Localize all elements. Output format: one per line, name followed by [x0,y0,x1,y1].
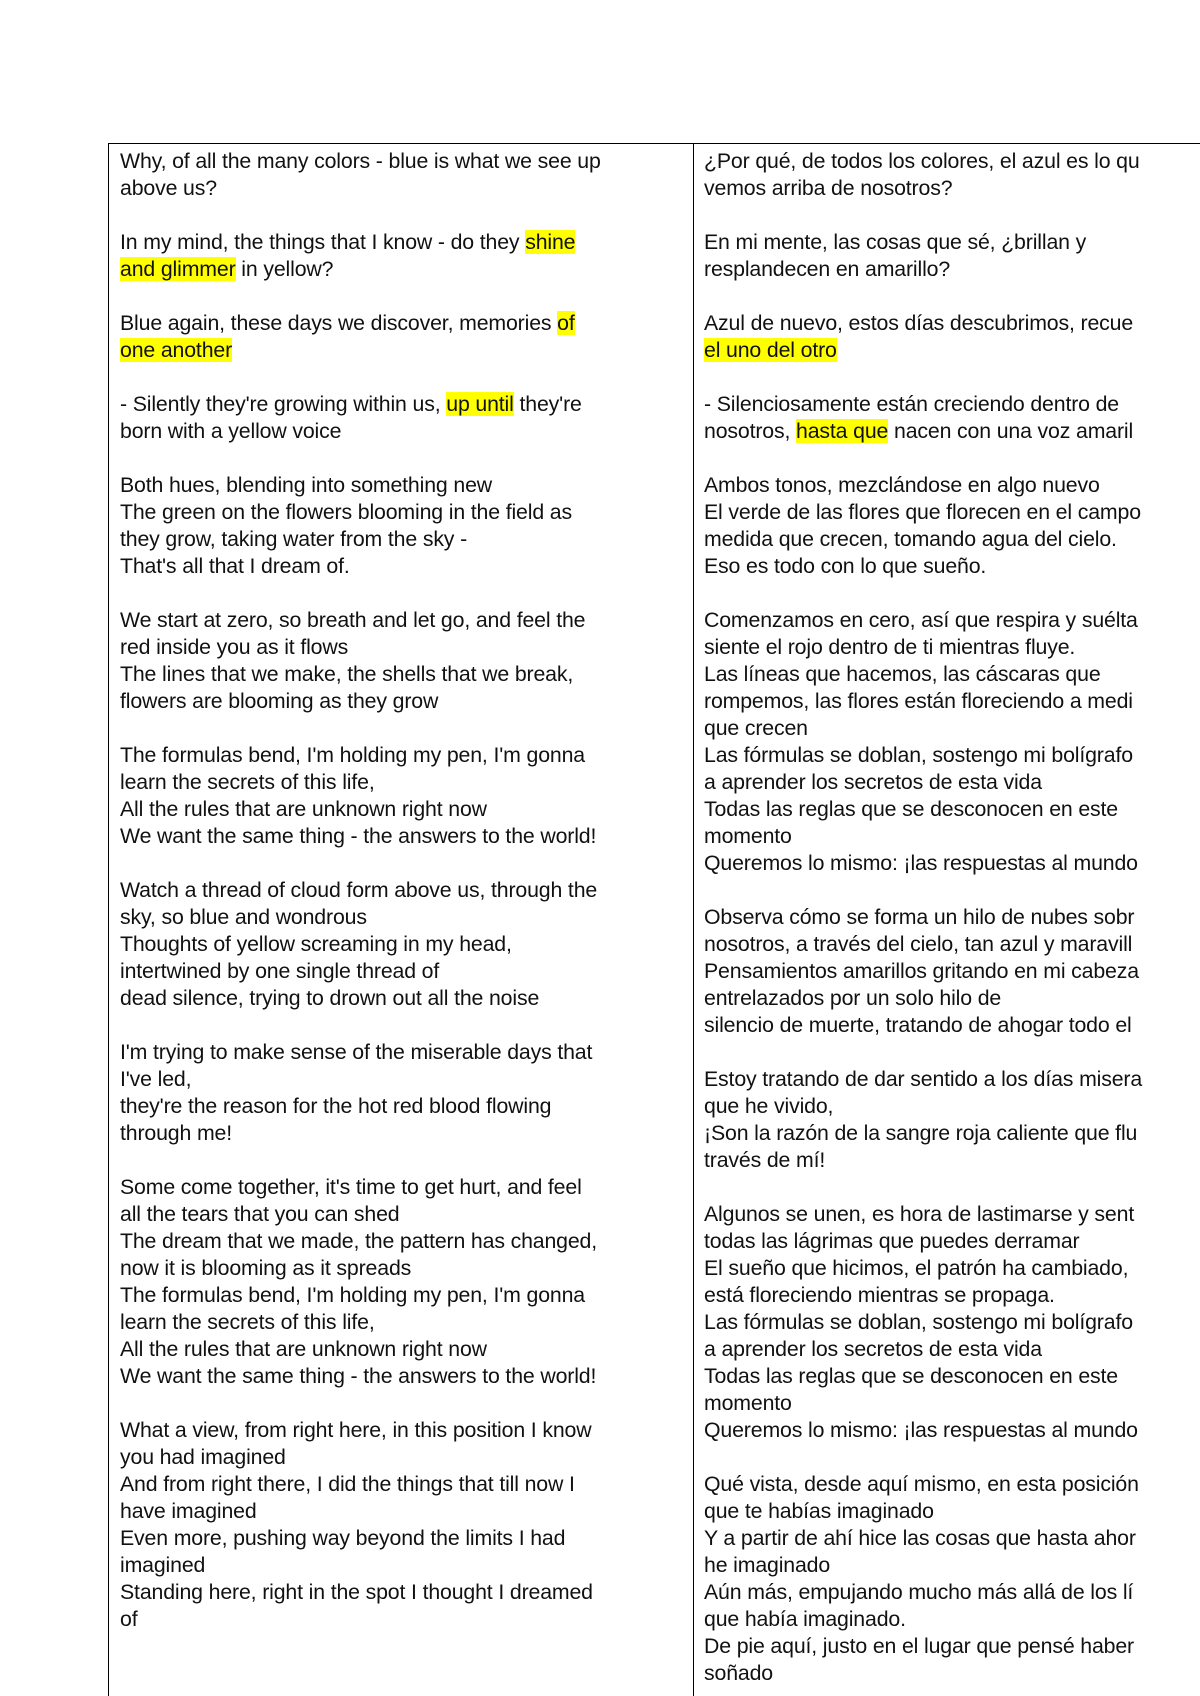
english-lyric-line [120,1579,683,1606]
highlighted-text: up until [446,392,514,416]
spanish-lyric-line [704,553,1200,580]
spanish-lyric-line [704,526,1200,553]
spanish-lyric-line [704,823,1200,850]
spanish-lyric-line [704,256,1200,283]
lyric-text: The formulas bend, I'm holding my pen, I'm gonna [120,743,585,767]
english-lyric-line [120,337,683,364]
spanish-stanza [704,148,1200,202]
spanish-lyric-line [704,607,1200,634]
english-lyric-line [120,526,683,553]
lyric-text: Ambos tonos, mezclándose en algo nuevo [704,473,1100,497]
lyric-text: Algunos se unen, es hora de lastimarse y sent [704,1202,1135,1226]
english-lyric-line [120,742,683,769]
highlighted-text: and glimmer [120,257,236,281]
lyric-text: a aprender los secretos de esta vida [704,770,1042,794]
spanish-lyric-line [704,1525,1200,1552]
english-stanza [120,310,683,364]
english-lyric-line [120,1336,683,1363]
english-lyric-line [120,1417,683,1444]
lyric-text: soñado [704,1661,773,1685]
spanish-stanza [704,1066,1200,1174]
english-stanza [120,877,683,1012]
lyric-text: que te habías imaginado [704,1499,934,1523]
lyric-text: Y a partir de ahí hice las cosas que hasta ahor [704,1526,1136,1550]
lyric-text: ¡Son la razón de la sangre roja caliente que flu [704,1121,1138,1145]
lyric-text: The dream that we made, the pattern has changed, [120,1229,598,1253]
lyric-text: above us? [120,176,217,200]
lyric-text: imagined [120,1553,206,1577]
spanish-lyric-line [704,472,1200,499]
spanish-lyric-line [704,1417,1200,1444]
lyrics-translation-table [108,143,1200,1696]
spanish-stanza [704,229,1200,283]
lyric-text: que crecen [704,716,808,740]
english-stanza [120,229,683,283]
lyric-text: they're [513,392,582,416]
lyric-text: he imaginado [704,1553,831,1577]
english-column [109,144,694,1696]
spanish-stanza [704,1471,1200,1687]
spanish-lyric-line [704,958,1200,985]
spanish-lyric-line [704,391,1200,418]
english-lyric-line [120,1606,683,1633]
lyric-text: have imagined [120,1499,257,1523]
lyric-text: they grow, taking water from the sky - [120,527,468,551]
lyric-text: nosotros, a través del cielo, tan azul y maravill [704,932,1133,956]
lyric-text: Todas las reglas que se desconocen en este [704,797,1119,821]
spanish-lyrics [694,144,1200,1687]
lyric-text: entrelazados por un solo hilo de [704,986,1002,1010]
lyric-text: Pensamientos amarillos gritando en mi cabeza [704,959,1139,983]
spanish-lyric-line [704,229,1200,256]
lyric-text: through me! [120,1121,232,1145]
spanish-lyric-line [704,985,1200,1012]
spanish-lyric-line [704,175,1200,202]
lyric-text: rompemos, las flores están floreciendo a medi [704,689,1133,713]
lyric-text: Las fórmulas se doblan, sostengo mi bolígrafo [704,1310,1133,1334]
spanish-lyric-line [704,742,1200,769]
english-lyric-line [120,877,683,904]
english-lyric-line [120,1309,683,1336]
spanish-stanza [704,607,1200,877]
spanish-lyric-line [704,634,1200,661]
english-lyric-line [120,418,683,445]
lyric-text: all the tears that you can shed [120,1202,400,1226]
lyric-text: a aprender los secretos de esta vida [704,1337,1042,1361]
english-lyric-line [120,931,683,958]
spanish-lyric-line [704,1093,1200,1120]
lyric-text: We want the same thing - the answers to the world! [120,1364,597,1388]
english-lyric-line [120,1093,683,1120]
english-lyric-line [120,148,683,175]
spanish-lyric-line [704,1552,1200,1579]
lyric-text: The lines that we make, the shells that we break, [120,662,574,686]
lyric-text: Todas las reglas que se desconocen en este [704,1364,1119,1388]
spanish-lyric-line [704,769,1200,796]
lyric-text: - Silenciosamente están creciendo dentro de [704,392,1120,416]
english-lyric-line [120,1120,683,1147]
lyric-text: nacen con una voz amaril [888,419,1134,443]
highlighted-text: of [557,311,575,335]
lyric-text: That's all that I dream of. [120,554,350,578]
lyric-text: in yellow? [235,257,334,281]
lyric-text: Aún más, empujando mucho más allá de los lí [704,1580,1134,1604]
english-lyric-line [120,688,683,715]
english-stanza [120,607,683,715]
english-lyric-line [120,1066,683,1093]
english-lyric-line [120,229,683,256]
english-lyric-line [120,823,683,850]
lyric-text: In my mind, the things that I know - do they [120,230,526,254]
lyric-text: I've led, [120,1067,192,1091]
lyric-text: Comenzamos en cero, así que respira y suélta [704,608,1138,632]
lyric-text: momento [704,824,792,848]
lyric-text: Queremos lo mismo: ¡las respuestas al mundo [704,1418,1138,1442]
english-stanza [120,742,683,850]
spanish-lyric-line [704,148,1200,175]
lyric-text: través de mí! [704,1148,826,1172]
lyric-text: - Silently they're growing within us, [120,392,447,416]
lyric-text: siente el rojo dentro de ti mientras fluye. [704,635,1076,659]
highlighted-text: hasta que [796,419,889,443]
english-lyric-line [120,661,683,688]
highlighted-text: el uno del otro [704,338,837,362]
lyric-text: Azul de nuevo, estos días descubrimos, recue [704,311,1134,335]
english-stanza [120,391,683,445]
spanish-lyric-line [704,1228,1200,1255]
lyric-text: nosotros, [704,419,797,443]
spanish-lyric-line [704,1120,1200,1147]
lyric-text: intertwined by one single thread of [120,959,440,983]
spanish-stanza [704,472,1200,580]
english-lyric-line [120,1498,683,1525]
spanish-lyric-line [704,1660,1200,1687]
lyric-text: El sueño que hicimos, el patrón ha cambiado, [704,1256,1129,1280]
lyric-text: Watch a thread of cloud form above us, through the [120,878,598,902]
lyric-text: Las líneas que hacemos, las cáscaras que [704,662,1101,686]
lyric-text: We start at zero, so breath and let go, and feel the [120,608,586,632]
english-lyric-line [120,904,683,931]
spanish-lyric-line [704,1498,1200,1525]
english-lyric-line [120,1444,683,1471]
spanish-lyric-line [704,661,1200,688]
lyric-text: que había imaginado. [704,1607,906,1631]
lyric-text: Estoy tratando de dar sentido a los días misera [704,1067,1143,1091]
highlighted-text: one another [120,338,233,362]
lyric-text: And from right there, I did the things that till now I [120,1472,575,1496]
spanish-stanza [704,904,1200,1039]
spanish-lyric-line [704,1390,1200,1417]
english-lyric-line [120,1255,683,1282]
spanish-lyric-line [704,850,1200,877]
lyric-text: Queremos lo mismo: ¡las respuestas al mundo [704,851,1138,875]
lyric-text: Observa cómo se forma un hilo de nubes sobr [704,905,1135,929]
lyric-text: of [120,1607,138,1631]
english-lyric-line [120,1039,683,1066]
lyric-text: Standing here, right in the spot I thought I dreamed [120,1580,593,1604]
english-lyric-line [120,1471,683,1498]
spanish-stanza [704,1201,1200,1444]
spanish-lyric-line [704,1066,1200,1093]
english-stanza [120,1174,683,1390]
spanish-lyric-line [704,1633,1200,1660]
english-lyric-line [120,1282,683,1309]
lyric-text: Las fórmulas se doblan, sostengo mi bolígrafo [704,743,1133,767]
lyric-text: We want the same thing - the answers to the world! [120,824,597,848]
lyric-text: flowers are blooming as they grow [120,689,439,713]
english-lyric-line [120,1363,683,1390]
spanish-lyric-line [704,1336,1200,1363]
spanish-lyric-line [704,796,1200,823]
spanish-lyric-line [704,1579,1200,1606]
lyric-text: red inside you as it flows [120,635,349,659]
english-lyric-line [120,499,683,526]
lyric-text: vemos arriba de nosotros? [704,176,953,200]
english-stanza [120,1417,683,1633]
lyric-text: Eso es todo con lo que sueño. [704,554,987,578]
english-lyric-line [120,1525,683,1552]
spanish-column [694,144,1200,1696]
lyric-text: born with a yellow voice [120,419,342,443]
english-lyric-line [120,1228,683,1255]
lyric-text: learn the secrets of this life, [120,770,375,794]
lyric-text: todas las lágrimas que puedes derramar [704,1229,1080,1253]
spanish-stanza [704,391,1200,445]
lyric-text: I'm trying to make sense of the miserable days that [120,1040,593,1064]
spanish-lyric-line [704,499,1200,526]
lyric-text: De pie aquí, justo en el lugar que pensé haber [704,1634,1134,1658]
spanish-lyric-line [704,1282,1200,1309]
lyric-text: now it is blooming as it spreads [120,1256,412,1280]
english-lyric-line [120,796,683,823]
lyric-text: All the rules that are unknown right now [120,1337,487,1361]
spanish-lyric-line [704,310,1200,337]
lyric-text: Blue again, these days we discover, memories [120,311,558,335]
lyric-text: Some come together, it's time to get hurt, and feel [120,1175,582,1199]
lyric-text: Both hues, blending into something new [120,473,492,497]
english-lyric-line [120,310,683,337]
highlighted-text: shine [525,230,576,254]
lyric-text: Qué vista, desde aquí mismo, en esta posición [704,1472,1139,1496]
lyric-text: you had imagined [120,1445,286,1469]
english-lyric-line [120,607,683,634]
lyric-text: they're the reason for the hot red blood flowing [120,1094,552,1118]
spanish-lyric-line [704,1201,1200,1228]
english-lyric-line [120,1552,683,1579]
lyric-text: medida que crecen, tomando agua del cielo. [704,527,1117,551]
english-lyric-line [120,958,683,985]
english-lyric-line [120,1174,683,1201]
lyric-text: El verde de las flores que florecen en el campo [704,500,1141,524]
lyric-text: ¿Por qué, de todos los colores, el azul es lo qu [704,149,1140,173]
spanish-lyric-line [704,1606,1200,1633]
english-stanza [120,472,683,580]
spanish-lyric-line [704,904,1200,931]
english-lyric-line [120,553,683,580]
spanish-lyric-line [704,715,1200,742]
lyric-text: está floreciendo mientras se propaga. [704,1283,1055,1307]
english-lyric-line [120,256,683,283]
spanish-lyric-line [704,1255,1200,1282]
english-lyric-line [120,391,683,418]
spanish-stanza [704,310,1200,364]
lyric-text: momento [704,1391,792,1415]
lyric-text: The green on the flowers blooming in the field as [120,500,572,524]
english-lyric-line [120,1201,683,1228]
spanish-lyric-line [704,931,1200,958]
english-lyric-line [120,175,683,202]
spanish-lyric-line [704,418,1200,445]
spanish-lyric-line [704,688,1200,715]
english-lyric-line [120,634,683,661]
lyric-text: What a view, from right here, in this position I know [120,1418,592,1442]
lyric-text: que he vivido, [704,1094,834,1118]
english-lyric-line [120,985,683,1012]
spanish-lyric-line [704,1363,1200,1390]
lyric-text: En mi mente, las cosas que sé, ¿brillan y [704,230,1087,254]
lyric-text: resplandecen en amarillo? [704,257,951,281]
lyric-text: All the rules that are unknown right now [120,797,487,821]
spanish-lyric-line [704,1147,1200,1174]
english-lyric-line [120,472,683,499]
lyric-text: Why, of all the many colors - blue is what we see up [120,149,601,173]
lyric-text: learn the secrets of this life, [120,1310,375,1334]
lyric-text: Thoughts of yellow screaming in my head, [120,932,512,956]
english-stanza [120,148,683,202]
lyric-text: Even more, pushing way beyond the limits I had [120,1526,566,1550]
lyric-text: silencio de muerte, tratando de ahogar todo el [704,1013,1132,1037]
lyric-text: dead silence, trying to drown out all the noise [120,986,540,1010]
lyric-text: The formulas bend, I'm holding my pen, I'm gonna [120,1283,585,1307]
english-lyrics [109,144,693,1633]
spanish-lyric-line [704,1012,1200,1039]
english-stanza [120,1039,683,1147]
spanish-lyric-line [704,337,1200,364]
english-lyric-line [120,769,683,796]
spanish-lyric-line [704,1471,1200,1498]
lyric-text: sky, so blue and wondrous [120,905,367,929]
spanish-lyric-line [704,1309,1200,1336]
